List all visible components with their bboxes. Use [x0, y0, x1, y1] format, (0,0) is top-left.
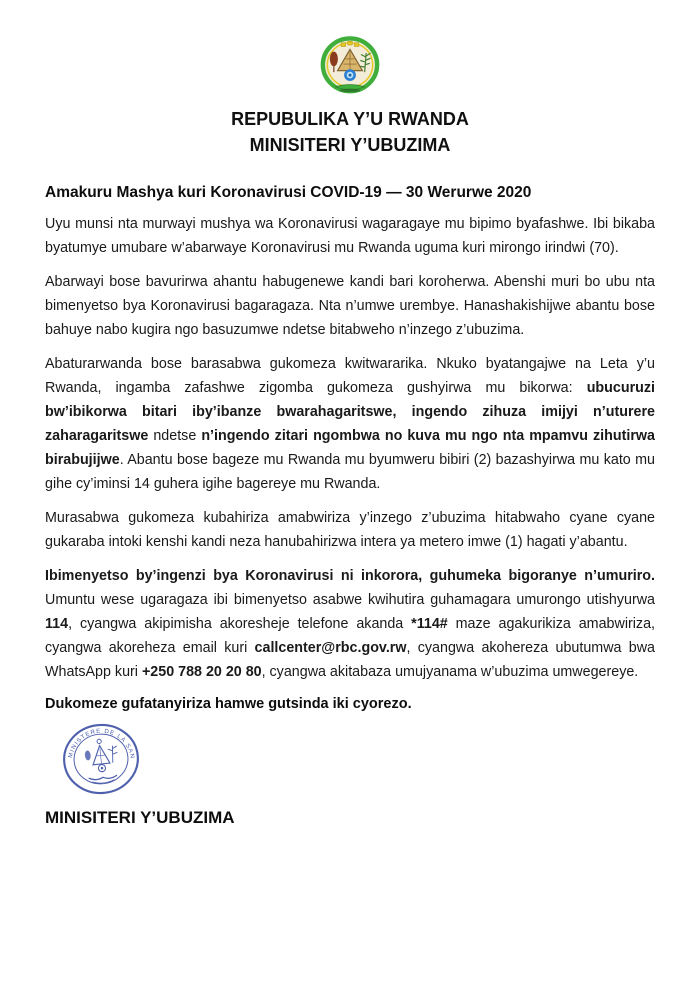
text-segment: Murasabwa gukomeza kubahiriza amabwiriza y’inzego z’ubuzima hitabwaho cyane cyane gukaraba intoki kenshi kandi neza hanubahirizwa intera ya metero imwe (1) hagati y’abantu. — [45, 510, 655, 550]
bold-text-segment: callcenter@rbc.gov.rw — [254, 640, 407, 656]
bold-text-segment: n’ingendo zitari ngombwa no kuva mu ngo nta mpamvu zihutirwa birabujijwe — [45, 428, 655, 468]
bold-text-segment: Ibimenyetso by’ingenzi bya Koronavirusi ni inkorora, guhumeka bigoranye n’umuriro. — [45, 568, 655, 584]
paragraph-2 — [45, 270, 655, 342]
header-ministry-line: MINISITERI Y’UBUZIMA — [249, 135, 451, 155]
text-segment: Uyu munsi nta murwayi mushya wa Koronavirusi wagaragaye mu bipimo byafashwe. Ibi bikaba byatumye umubare w’abarwaye Koronavirusi mu Rwanda uguma kuri mirongo irindwi (70). — [45, 216, 655, 256]
document-body — [45, 212, 655, 684]
text-segment: , cyangwa akipimisha akoresheje telefone akanda — [68, 616, 412, 632]
text-segment: maze agakurikiza amabwiriza, cyangwa akoreheza email kuri — [45, 616, 656, 656]
text-segment: Abarwayi bose bavurirwa ahantu habugenewe kandi bari koroherwa. Abenshi muri bo ubu nta bimenyetso bya Koronavirusi bagaragaza. Nta n’umwe urembye. Hanashakishijwe abantu bose bahuye nabo kugira ngo basuzumwe ndetse bitabweho n’inzego z’ubuzima. — [45, 274, 655, 338]
header-republic-line: REPUBULIKA Y’U RWANDA — [231, 109, 469, 129]
bold-text-segment: +250 788 20 20 80 — [141, 664, 262, 680]
text-segment: Abaturarwanda bose barasabwa gukomeza kwitwararika. Nkuko byatangajwe na Leta y’u Rwanda, ingamba zafashwe zigomba gukomeza gushyirwa mu bikorwa: — [45, 356, 655, 396]
stamp-rim-text: MINISTERE DE LA SANTE — [51, 720, 136, 760]
signature-ministry-name: MINISITERI Y’UBUZIMA — [45, 808, 235, 827]
bold-text-segment: ubucuruzi bw’ibikorwa bitari iby’ibanze bwarahagaritswe, ingendo zihuza imijyi n’uturere zaharagaritswe — [45, 380, 655, 444]
ministry-of-health-seal-icon — [43, 715, 159, 804]
text-segment: Umuntu wese ugaragaza ibi bimenyetso asabwe kwihutira guhamagara umurongo utishyurwa — [45, 592, 655, 608]
closing-line: Dukomeze gufatanyiriza hamwe gutsinda iki cyorezo. — [45, 696, 412, 712]
emblem-container — [45, 34, 655, 100]
rwanda-coat-of-arms-icon — [312, 34, 388, 100]
paragraph-1 — [45, 212, 655, 260]
paragraph-4 — [45, 506, 655, 554]
text-segment: ndetse — [148, 428, 202, 444]
bold-text-segment: 114 — [45, 616, 69, 632]
text-segment: , cyangwa akohereza ubutumwa bwa WhatsApp kuri — [45, 640, 655, 680]
paragraph-3 — [45, 352, 655, 496]
document-title: Amakuru Mashya kuri Koronavirusi COVID-19 — 30 Werurwe 2020 — [45, 184, 532, 201]
text-segment: , cyangwa akitabaza umujyanama w’ubuzima umwegereye. — [261, 664, 639, 680]
stamp-container — [47, 720, 155, 798]
text-segment: . Abantu bose bageze mu Rwanda mu byumweru bibiri (2) bazashyirwa mu kato mu gihe cy’iminsi 14 guhera igihe bagereye mu Rwanda. — [45, 452, 655, 492]
paragraph-5 — [45, 564, 655, 684]
bold-text-segment: *114# — [411, 616, 448, 632]
